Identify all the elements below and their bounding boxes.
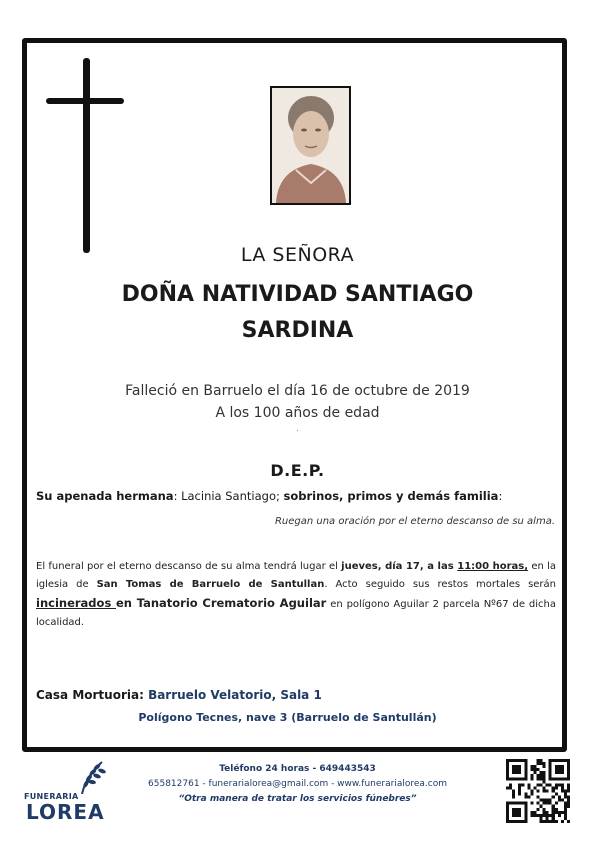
qr-code-icon xyxy=(506,759,570,823)
mortuary-address: Polígono Tecnes, nave 3 (Barruelo de Santullán) xyxy=(138,711,437,724)
funeral-text-4: en polígono Aguilar 2 parcela Nº67 de dicha localidad. xyxy=(36,599,556,628)
mortuary-place: Barruelo Velatorio, Sala 1 xyxy=(148,688,322,702)
logo-word-funeraria: FUNERARIA xyxy=(24,792,79,801)
portrait-image xyxy=(272,88,349,203)
funeral-text-2: en la iglesia de xyxy=(36,561,556,590)
prayer-request: Ruegan una oración por el eterno descanso de su alma. xyxy=(274,516,555,527)
death-details: Falleció en Barruelo el día 16 de octubre de 2019 xyxy=(125,383,470,399)
title-senora: LA SEÑORA xyxy=(240,244,355,266)
footer-phone: Teléfono 24 horas - 649443543 xyxy=(219,764,376,774)
family-colon: : xyxy=(173,489,182,503)
mortuary-line xyxy=(36,688,322,702)
family-sister-name: Lacinia Santiago; xyxy=(181,489,284,503)
funeral-church: San Tomas de Barruelo de Santullan xyxy=(96,579,325,590)
funeral-crematorium: en Tanatorio Crematorio Aguilar xyxy=(116,596,327,610)
separator-dot: . xyxy=(296,424,299,434)
funeral-text-1: El funeral por el eterno descanso de su alma tendrá lugar el xyxy=(36,561,342,572)
funeral-time: 11:00 horas, xyxy=(457,561,529,572)
footer-contact: 655812761 - funerarialorea@gmail.com - www.funerarialorea.com xyxy=(148,779,447,789)
funeral-paragraph xyxy=(36,558,556,632)
footer-slogan: “Otra manera de tratar los servicios fúnebres” xyxy=(178,794,417,804)
deceased-name-line1: DOÑA NATIVIDAD SANTIAGO xyxy=(121,282,474,307)
logo-word-lorea: LOREA xyxy=(26,800,105,824)
family-label-sister: Su apenada hermana xyxy=(36,489,174,503)
cross-horizontal xyxy=(46,98,124,104)
funeral-text-3: . Acto seguido sus restos mortales serán xyxy=(324,579,557,590)
portrait-photo xyxy=(270,86,351,205)
cross-vertical xyxy=(83,58,90,253)
mortuary-label: Casa Mortuoria: xyxy=(36,688,149,702)
dep-heading: D.E.P. xyxy=(270,461,325,480)
family-label-relatives: sobrinos, primos y demás familia xyxy=(283,489,499,503)
age-text: A los 100 años de edad xyxy=(215,405,380,421)
funeral-day: jueves, día 17, a las xyxy=(341,561,458,572)
funeral-cremation: incinerados xyxy=(36,596,116,610)
deceased-name-line2: SARDINA xyxy=(241,318,354,343)
family-line xyxy=(36,489,502,503)
family-end: : xyxy=(498,489,503,503)
